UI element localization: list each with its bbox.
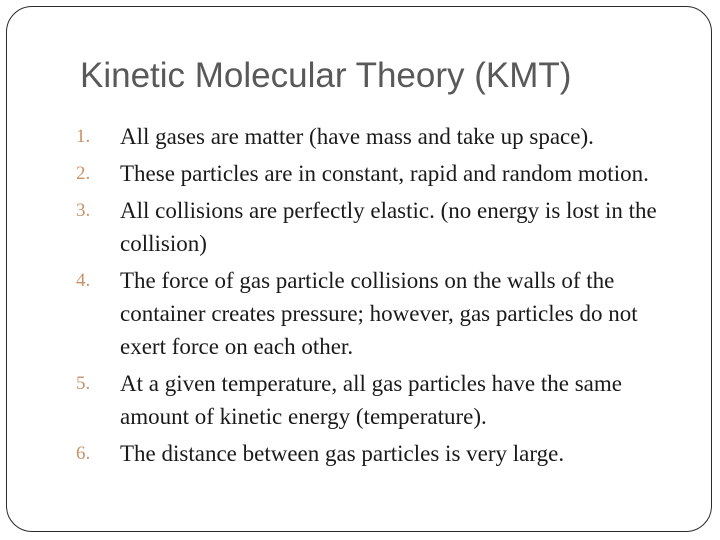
list-item-text: These particles are in constant, rapid and random motion. — [120, 161, 649, 186]
list-item-text: The force of gas particle collisions on the walls of the container creates pressure; however, gas particles do not exert force on each other. — [120, 268, 638, 359]
list-item-text: The distance between gas particles is very large. — [120, 441, 565, 466]
list-item-4 — [76, 264, 686, 363]
list-item-2 — [76, 157, 686, 190]
list-item-number: 5. — [76, 373, 91, 394]
numbered-list — [76, 120, 686, 474]
list-item-number: 2. — [76, 163, 91, 184]
list-item-text: All collisions are perfectly elastic. (no energy is lost in the collision) — [120, 198, 657, 256]
list-item-text: All gases are matter (have mass and take up space). — [120, 124, 594, 149]
list-item-text: At a given temperature, all gas particles have the same amount of kinetic energy (temperature). — [120, 371, 622, 429]
list-item-6 — [76, 437, 686, 470]
list-item-3 — [76, 194, 686, 260]
list-item-number: 3. — [76, 200, 91, 221]
list-item-1 — [76, 120, 686, 153]
list-item-number: 4. — [76, 270, 91, 291]
list-item-5 — [76, 367, 686, 433]
list-item-number: 6. — [76, 443, 91, 464]
slide-title: Kinetic Molecular Theory (KMT) — [80, 56, 572, 95]
list-item-number: 1. — [76, 126, 91, 147]
